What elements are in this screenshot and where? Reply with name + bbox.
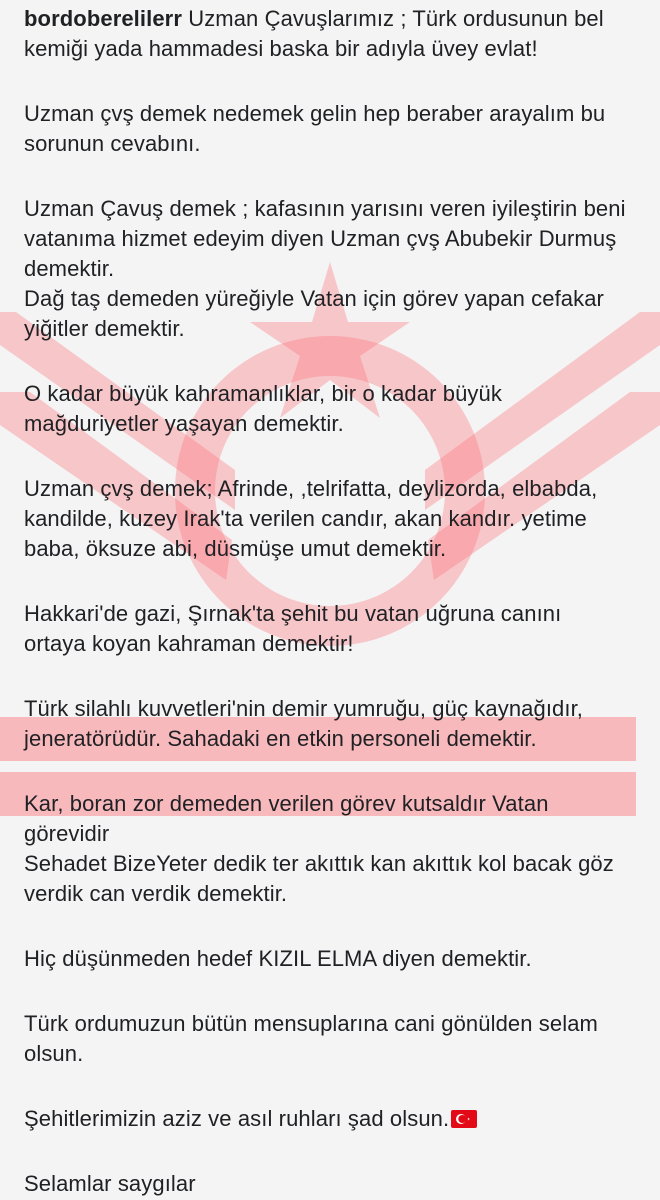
text-line: kandilde, kuzey Irak'ta verilen candır, akan kandır. yetime <box>24 506 587 531</box>
paragraph <box>24 694 646 754</box>
paragraph <box>24 1009 646 1069</box>
text-line: verdik can verdik demektir. <box>24 881 288 906</box>
text-line: jeneratörüdür. Sahadaki en etkin personeli demektir. <box>24 726 537 751</box>
paragraph <box>24 379 646 439</box>
text-line-content: Uzman Çavuşlarımız ; Türk ordusunun bel <box>188 6 604 31</box>
paragraph <box>24 474 646 564</box>
text-line: görevidir <box>24 821 110 846</box>
paragraph <box>24 194 646 344</box>
text-line: Türk ordumuzun bütün mensuplarına cani gönülden selam <box>24 1011 598 1036</box>
text-line <box>24 4 646 34</box>
text-line: demektir. <box>24 256 115 281</box>
paragraph <box>24 599 646 659</box>
text-line: ortaya koyan kahraman demektir! <box>24 631 354 656</box>
text-line: Uzman çvş demek; Afrinde, ,telrifatta, deylizorda, elbabda, <box>24 476 598 501</box>
text-line <box>24 1104 646 1134</box>
paragraph <box>24 99 646 159</box>
paragraph <box>24 944 646 974</box>
text-line: Uzman Çavuş demek ; kafasının yarısını veren iyileştirin beni <box>24 196 626 221</box>
username[interactable]: bordoberelilerr <box>24 6 182 31</box>
text-line: Selamlar saygılar <box>24 1171 196 1196</box>
text-line: yiğitler demektir. <box>24 316 185 341</box>
paragraph <box>24 4 646 64</box>
text-line: sorunun cevabını. <box>24 131 201 156</box>
text-line: Hakkari'de gazi, Şırnak'ta şehit bu vatan uğruna canını <box>24 601 562 626</box>
text-line: Uzman çvş demek nedemek gelin hep beraber arayalım bu <box>24 101 606 126</box>
text-line: Hiç düşünmeden hedef KIZIL ELMA diyen demektir. <box>24 946 532 971</box>
text-line: baba, öksuze abi, düsmüşe umut demektir. <box>24 536 447 561</box>
paragraph <box>24 789 646 909</box>
paragraph <box>24 1169 646 1199</box>
text-line: mağduriyetler yaşayan demektir. <box>24 411 344 436</box>
text-line: Sehadet BizeYeter dedik ter akıttık kan akıttık kol bacak göz <box>24 851 614 876</box>
text-line-content: Şehitlerimizin aziz ve asıl ruhları şad olsun. <box>24 1106 450 1131</box>
paragraph <box>24 1104 646 1134</box>
post-body <box>24 4 646 1200</box>
turkish-flag-icon <box>451 1110 477 1128</box>
text-line: Kar, boran zor demeden verilen görev kutsaldır Vatan <box>24 791 549 816</box>
text-line: Dağ taş demeden yüreğiyle Vatan için görev yapan cefakar <box>24 286 604 311</box>
text-line: O kadar büyük kahramanlıklar, bir o kadar büyük <box>24 381 502 406</box>
text-line: kemiği yada hammadesi baska bir adıyla üvey evlat! <box>24 36 538 61</box>
text-line: vatanıma hizmet edeyim diyen Uzman çvş Abubekir Durmuş <box>24 226 617 251</box>
text-line: Türk silahlı kuvvetleri'nin demir yumruğu, güç kaynağıdır, <box>24 696 584 721</box>
text-line: olsun. <box>24 1041 84 1066</box>
